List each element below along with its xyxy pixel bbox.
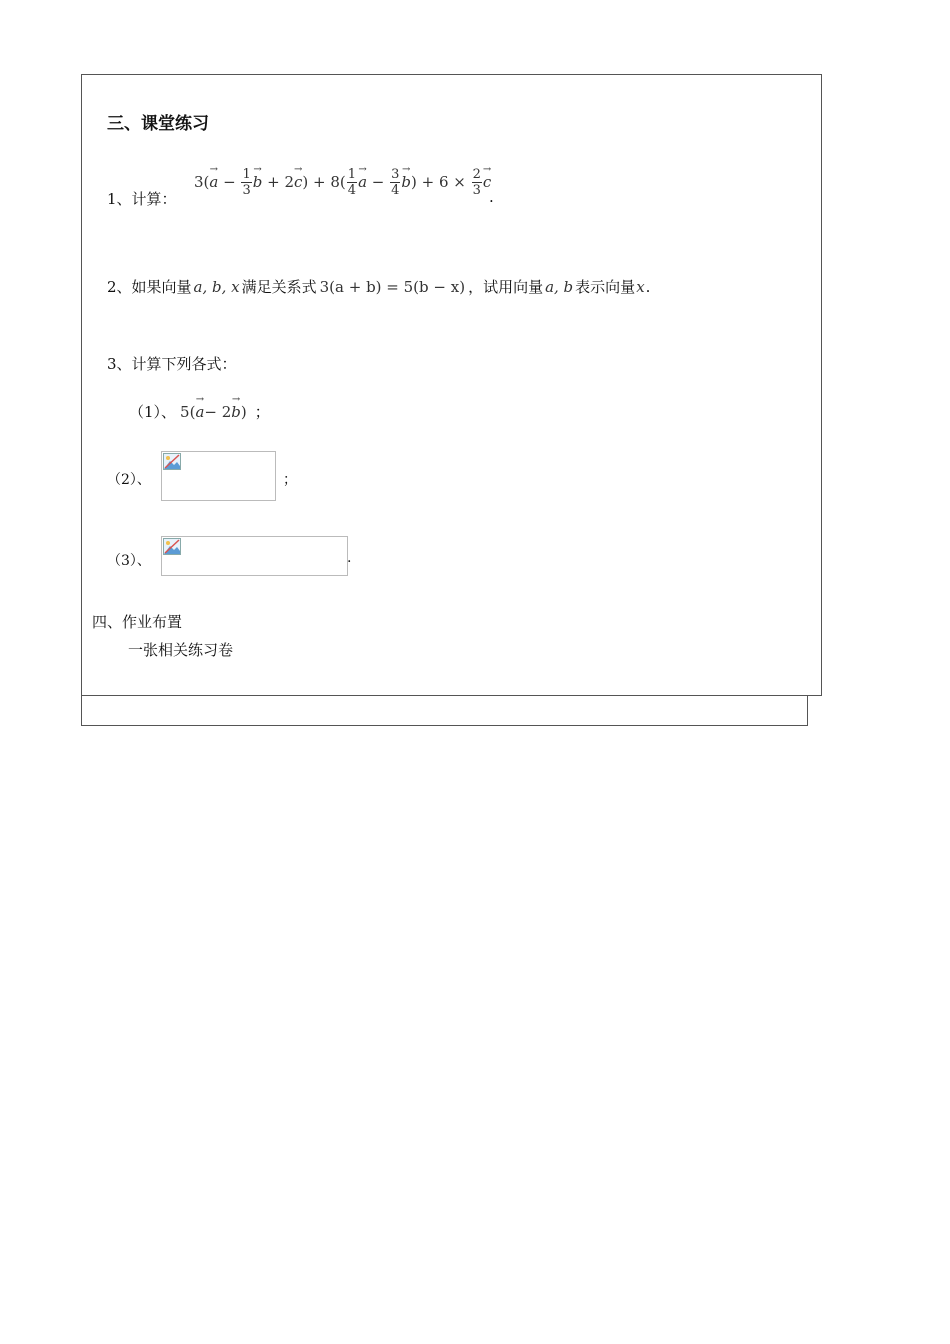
q2-vectors: a, b, x	[193, 278, 240, 296]
q2-vector-x: x	[636, 278, 645, 296]
q2-prefix: 2、如果向量	[107, 278, 192, 296]
sub3-label: （3）、	[107, 553, 151, 569]
sub1-end: ；	[254, 403, 270, 421]
q1-period: .	[489, 188, 494, 206]
section4-heading: 四、作业布置	[92, 613, 183, 631]
sub1-line	[129, 401, 270, 422]
q2-relation: 3(a + b) = 5(b − x)	[319, 278, 466, 296]
sub3-formula-image	[161, 536, 348, 576]
sub1-label: （1）、	[129, 403, 177, 421]
section3-heading: 三、课堂练习	[107, 114, 209, 134]
q2-vectors2: a, b	[545, 278, 574, 296]
q2-after2: 表示向量	[575, 278, 636, 296]
sub2-formula-image	[161, 451, 276, 501]
q2-line	[107, 276, 650, 297]
section4-item: 一张相关练习卷	[128, 641, 234, 659]
q2-after: ，试用向量	[468, 278, 544, 296]
sub1-expression: 5(→ a− 2→ b)	[180, 403, 247, 421]
sub2-end: ；	[283, 472, 297, 488]
q2-end: .	[645, 278, 651, 296]
broken-image-icon	[163, 538, 181, 555]
bottom-row-frame	[81, 696, 808, 726]
q1-label: 1、计算：	[107, 190, 177, 208]
sub2-label: （2）、	[107, 472, 151, 488]
q2-mid: 满足关系式	[241, 278, 317, 296]
q1-expression: 3( → a − $\frac{1}{3}$ → b + 2 → c ) + 8( $\frac{1}{4}$ → a − $\frac{3}{4}$ → b ) + 6 × $\frac{2}{3}$ → c	[194, 160, 491, 204]
q3-label: 3、计算下列各式：	[107, 355, 237, 373]
sub3-end: .	[347, 550, 352, 566]
broken-image-icon	[163, 453, 181, 470]
